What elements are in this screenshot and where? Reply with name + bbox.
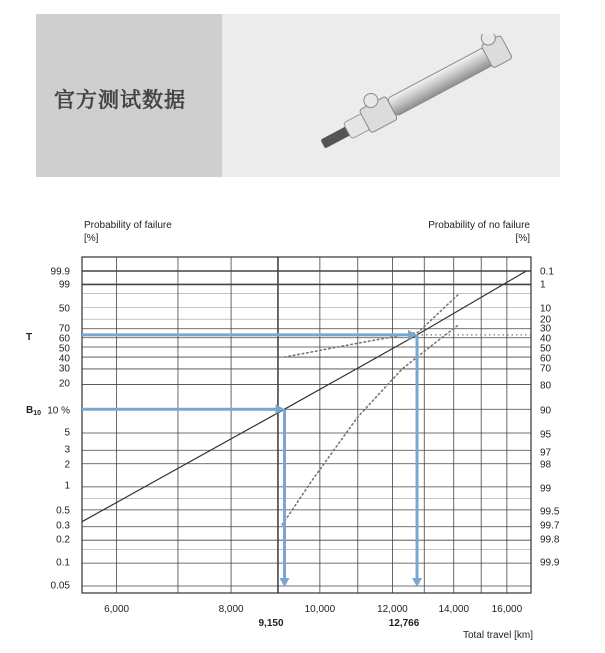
horizontal-gridlines — [82, 271, 531, 586]
right-tick-label: 99.7 — [540, 520, 560, 532]
header-banner — [36, 14, 560, 177]
right-tick-label: 80 — [540, 380, 552, 392]
x-tick-label: 6,000 — [104, 604, 130, 615]
left-tick-label: 40 — [58, 353, 70, 365]
x-tick-label: 12,000 — [377, 604, 408, 615]
x-tick-labels — [104, 604, 523, 615]
pneumatic-cylinder-icon — [302, 34, 522, 159]
right-tick-label: 1 — [540, 279, 546, 291]
right-tick-label: 10 — [540, 303, 552, 315]
b10-value-label: 9,150 — [258, 618, 284, 629]
left-axis-title: Probability of failure — [84, 220, 172, 231]
left-tick-label: 50 — [58, 343, 70, 355]
left-tick-label: 3 — [64, 444, 70, 456]
right-axis-unit: [%] — [515, 233, 530, 244]
left-axis-unit: [%] — [84, 233, 99, 244]
t-marker-label: T — [26, 332, 33, 343]
left-tick-label: 0.05 — [50, 580, 70, 592]
right-tick-label: 99 — [540, 483, 552, 495]
right-tick-label: 50 — [540, 343, 552, 355]
right-tick-labels — [540, 267, 560, 569]
weibull-fit-line — [82, 271, 526, 522]
banner-title: 官方测试数据 — [54, 88, 186, 112]
left-tick-label: 70 — [58, 323, 70, 335]
right-tick-label: 98 — [540, 459, 552, 471]
banner-image-panel — [222, 14, 560, 177]
left-tick-label: 30 — [58, 363, 70, 375]
right-tick-label: 20 — [540, 314, 552, 326]
left-tick-label: 99 — [58, 279, 70, 291]
left-tick-label: 5 — [64, 427, 70, 439]
right-tick-label: 40 — [540, 333, 552, 345]
left-tick-label: 0.1 — [56, 557, 70, 569]
left-tick-labels — [47, 267, 70, 592]
right-tick-label: 70 — [540, 363, 552, 375]
annotation-arrows — [82, 330, 531, 587]
left-tick-label: 2 — [64, 459, 70, 471]
right-tick-label: 99.5 — [540, 506, 560, 518]
left-tick-label: 0.5 — [56, 505, 70, 517]
x-axis-title: Total travel [km] — [462, 630, 533, 641]
left-tick-label: 60 — [58, 333, 70, 345]
right-tick-label: 99.9 — [540, 557, 560, 569]
right-tick-label: 99.8 — [540, 534, 560, 546]
right-tick-label: 95 — [540, 429, 552, 441]
right-axis-title: Probability of no failure — [428, 220, 530, 231]
right-tick-label: 97 — [540, 447, 552, 459]
left-tick-label: 0.2 — [56, 534, 70, 546]
left-tick-label: 20 — [58, 378, 70, 390]
right-tick-label: 60 — [540, 353, 552, 365]
confidence-bound-line — [282, 324, 459, 524]
left-tick-label: 50 — [58, 303, 70, 315]
banner-title-panel — [36, 14, 222, 177]
x-tick-label: 10,000 — [304, 604, 336, 615]
left-tick-label: 0.3 — [56, 520, 70, 532]
x-tick-label: 8,000 — [218, 604, 244, 615]
left-tick-label: 10 % — [47, 405, 70, 417]
right-tick-label: 90 — [540, 405, 552, 417]
x-tick-label: 16,000 — [491, 604, 523, 615]
right-tick-label: 30 — [540, 323, 552, 335]
left-tick-label: 1 — [64, 480, 70, 492]
left-tick-label: 99.9 — [50, 266, 70, 278]
x-tick-label: 14,000 — [438, 604, 470, 615]
b10-marker-label: $B_{10}$ — [26, 405, 42, 417]
weibull-chart — [0, 200, 605, 653]
right-tick-label: 0.1 — [540, 266, 554, 278]
t-value-label: 12,766 — [388, 618, 420, 629]
